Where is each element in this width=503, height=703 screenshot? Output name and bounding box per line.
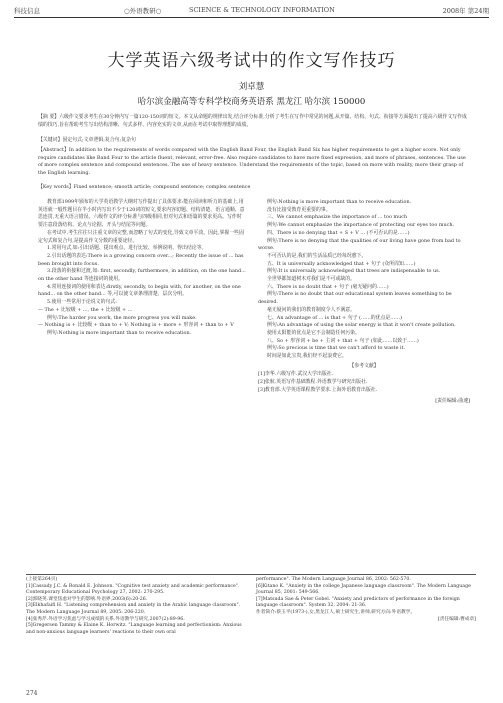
- right-paragraph: 例句:An advantage of using the solar energy is that it won't create pollution.: [267, 322, 456, 329]
- right-paragraph: 八、So + 形容词 + be + 主词 + that + 句子 (如此……以致于……): [267, 337, 419, 344]
- author-bio: 作者简介:蔡玉平(1973-),女,黑龙江人,硕士研究生,讲师,研究方向:外语教学。: [256, 609, 416, 615]
- editor-note: [责任编辑:曲速]: [435, 397, 470, 404]
- editor-note: [责任编辑:曹成章]: [437, 616, 476, 622]
- journal-english-name: SCIENCE & TECHNOLOGY INFORMATION: [189, 6, 335, 14]
- footnote-item: [4]张秀芹.外语学习焦虑与学习成绩的关系.外语教学与研究,2007(2):89-96.: [26, 616, 185, 622]
- issue-number: 2008年 第24期: [442, 7, 489, 15]
- footnote-item: [5]Gregersen Tammy & Elaine K. Horwitz. "Language learning and perfectionism: Anxious and non-anxious language learners' reactions to their own oral: [26, 623, 242, 635]
- left-paragraph: 3.段落的衔接和过渡,如: first, secondly, furthermore, in addition, on the one hand... on the other hand 等连接词的使用。: [38, 268, 246, 283]
- right-paragraph: 时间是如此宝贵,我们经不起浪费它。: [267, 353, 347, 360]
- left-paragraph: 1.常用句式,如:引出话题、提出观点、进行比较、举例说明、得出结论等。: [47, 245, 207, 252]
- right-paragraph: 全世界都知道树木对我们是不可或缺的。: [267, 276, 356, 283]
- right-paragraph: 不可否认的是,我们的生活品质已经每况愈下。: [267, 252, 367, 259]
- footnotes-right: [256, 577, 476, 623]
- page-number: 274: [26, 690, 38, 697]
- left-paragraph: 例句:The harder you work, the more progress you will make.: [47, 314, 197, 321]
- right-paragraph: 五、It is universally acknowledged that + 句子 (众所周知……): [267, 260, 416, 267]
- left-paragraph: 教育部1999年颁布的大学英语教学大纲对写作提出了具体要求:能在阅读和听力的基础上,用英语就一般性题目在半小时内写出不少于120词的短文,要求内容切题、结构清楚、语言通顺、意思连贯,无重大语言错误。六级作文的评分标准与四级相同,但对句式和语篇的要求更高。写作时要注意段落结构、论点与论据、开头与结尾等问题。: [38, 199, 245, 229]
- right-paragraph: 例句:There is no doubt that our educational system leaves something to be desired.: [258, 291, 452, 306]
- footnote-item: [3]Elkhafaifi H. "Listening comprehension and anxiety in the Arabic language classroom". The Modern Language Journal 89, 2005: 206-220.: [26, 603, 241, 615]
- right-paragraph: 四、There is no denying that + S + V ... (不可否认的是……): [267, 229, 410, 236]
- footnote-item: performance". The Modern Language Journal 86, 2002: 562-570.: [256, 577, 411, 582]
- header-rule: [14, 17, 489, 18]
- reference-item: [3]教育部.大学英语课程教学要求.上海外语教育出版社.: [258, 386, 378, 393]
- section-name: ○外语教研○: [124, 7, 162, 15]
- footnote-item: [1]Cassady J.C. & Ronald E. Johnson. "Cognitive test anxiety and academic performance". Contemporary Educational Psychology 27, 2002: 270-295.: [26, 583, 240, 596]
- paper-author: 刘卓慧: [238, 82, 265, 92]
- right-paragraph: 例句:Nothing is more important than to receive education.: [267, 199, 412, 205]
- left-paragraph: 2.引出话题的表达:There is a growing concern over...; Recently the issue of ... has been brought into focus.: [38, 252, 244, 267]
- paper-affiliation: 哈尔滨金融高等专科学校商务英语系 黑龙江 哈尔滨 150000: [137, 97, 366, 107]
- footnote-divider: [26, 574, 476, 575]
- right-paragraph: 例句:So precious is time that we can't afford to waste it.: [267, 345, 406, 352]
- footnote-item: [2]郭晓英.课堂焦虑对学生的影响.外语界,2003(6):20-26.: [26, 596, 148, 602]
- abstract-english: 【Abstract】In addition to the requirements of words compared with the English Band Four, the English Band Six has higher requirements to get a higher score. Not only require candidates like Band Four to the article fluent, relevant, error-free. Also require candidates to have more fixed expression, and more of phrases, sentences. The use of more complex sentence and compound sentences. The use of heavy sentence. Understand the requirements of the topic, based on more with reality, more their grasp of the English learning.: [38, 147, 466, 176]
- left-paragraph: 例句:Nothing is more important than to receive education.: [47, 329, 192, 336]
- references-heading: 【参考文献】: [349, 362, 379, 369]
- right-paragraph: 没有比接受教育更重要的事。: [267, 206, 331, 213]
- keywords-english: 【Key words】Fixed sentence; smooth article; compound sentence; complex sentence: [38, 184, 251, 190]
- left-paragraph: 4.常用连接词的使用和表达:firstly, secondly, to begin with, for another, on the one hand... on the other hand... 等,可以使文章条理清楚、层次分明。: [38, 283, 241, 298]
- right-paragraph: 例句:There is no denying that the qualities of our living have gone from bad to worse.: [258, 237, 461, 252]
- reference-item: [1]李华.六级写作.武汉大学出版社.: [258, 371, 334, 378]
- left-column: [38, 199, 246, 338]
- footnote-item: [6]Kitano K. "Anxiety in the college Japanese language classroom". The Modern Language Journal 85, 2001: 549-566.: [256, 583, 471, 596]
- right-paragraph: 例句:It is universally acknowledged that trees are indispensable to us.: [267, 268, 441, 275]
- reference-item: [2]张航.英语写作基础教程.外语教学与研究出版社.: [258, 379, 368, 386]
- right-paragraph: 六、There is no doubt that + 句子 (毫无疑问的……): [267, 283, 389, 290]
- right-paragraph: 毫无疑问的我们的教育制度令人不满意。: [267, 306, 356, 313]
- journal-name: 科技信息: [14, 7, 40, 15]
- right-paragraph: 七、An advantage of ... is that + 句子 (……的优点是……): [267, 314, 402, 321]
- continuation-note: (上接第264页): [26, 577, 58, 582]
- right-paragraph: 例句:We cannot emphasize the importance of protecting our eyes too much.: [267, 222, 455, 229]
- running-header: [14, 4, 489, 18]
- footnote-item: [7]Matsuda Sae & Peter Gobel. "Anxiety and predictors of performance in the foreign language classroom". System 32, 2004: 21-36.: [256, 596, 460, 609]
- right-column: [258, 199, 470, 405]
- right-paragraph: 使用太阳能的优点是它不会制造任何污染。: [267, 329, 360, 336]
- paper-title: 大学英语六级考试中的作文写作技巧: [107, 51, 396, 71]
- left-paragraph: — The + 比较级 + ..., the + 比较级 + ...: [38, 306, 133, 313]
- left-paragraph: 在考试中,考生往往只注重文章的完整,而忽略了句式的变化,导致文章平淡。因此,掌握一些固定句式和复合句,是提高作文分数的重要途径。: [38, 229, 244, 244]
- abstract-chinese: 【摘 要】六级作文要求考生在30分钟内写一篇120-150词的短文。本文从命题的规律出发,结合评分标准,分析了考生在写作中常见的问题,从开篇、结构、句式、衔接等方面提出了提高六级作文写作成绩的技巧,旨在帮助考生写出结构清晰、句式多样、内容充实的文章,从而在考试中取得理想的成绩。: [38, 114, 467, 128]
- footnotes-left: [26, 577, 246, 636]
- right-paragraph: 三、We cannot emphasize the importance of ... too much: [267, 214, 408, 221]
- left-paragraph: — Nothing is + 比较级 + than to + V; Nothing is + more + 形容词 + than to + V: [38, 322, 234, 329]
- keywords-chinese: 【关键词】固定句式;文章逻辑;复合句;复杂句: [38, 137, 136, 143]
- left-paragraph: 5.使用一些常用于论说文的句式:: [47, 299, 117, 306]
